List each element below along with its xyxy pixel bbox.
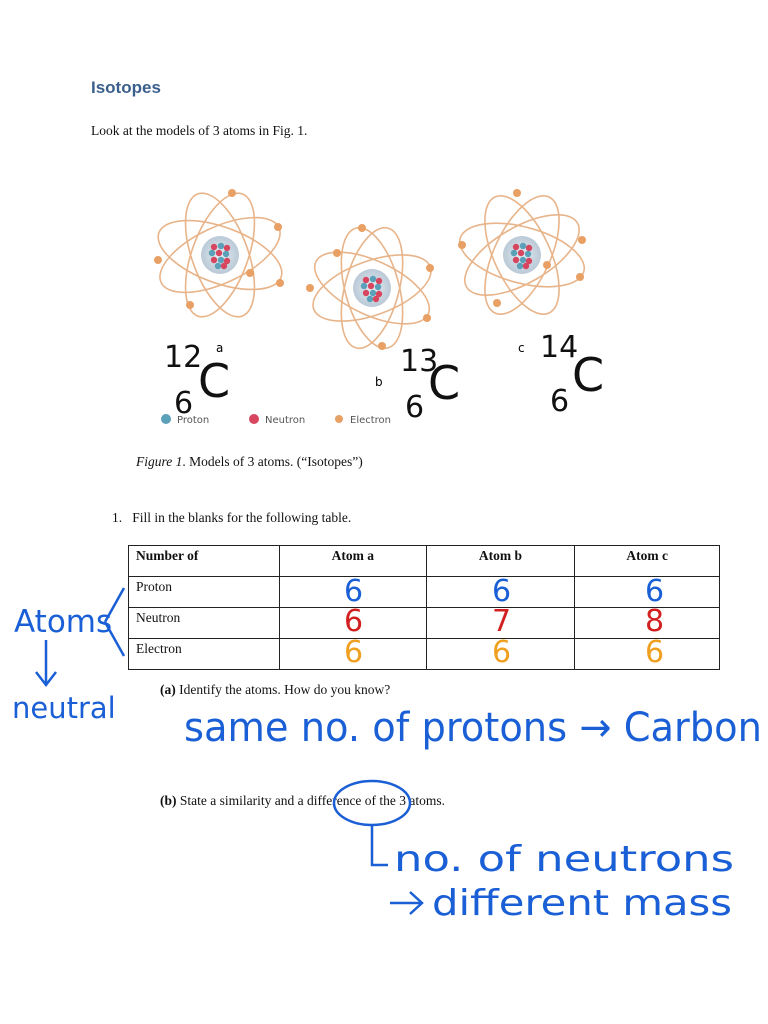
hw-a-mass: 12 [164, 340, 203, 375]
circle-mark [334, 781, 410, 825]
hw-a-number: 6 [174, 386, 194, 420]
hw-c-mass: 14 [540, 330, 579, 365]
label-a: a [216, 341, 224, 355]
handwritten-answer-a [180, 685, 768, 755]
row-label: Proton [129, 577, 280, 608]
handwritten-answer-b [320, 775, 768, 935]
hw-answer-a: same no. of protons → Carbon [184, 705, 762, 751]
down-arrow-icon [36, 640, 56, 685]
hw-proton-a: 6 [344, 574, 364, 609]
hw-a-symbol: C [198, 354, 231, 408]
hw-b-symbol: C [428, 356, 461, 410]
handwritten-side-note [10, 580, 135, 740]
header-atom-a: Atom a [280, 546, 427, 577]
legend-proton: Proton [177, 415, 210, 426]
hw-neutron-b: 7 [492, 604, 512, 639]
hw-b-number: 6 [405, 390, 425, 420]
right-arrow-icon [390, 892, 422, 914]
page-title: Isotopes [91, 78, 161, 97]
legend-electron: Electron [350, 415, 392, 426]
header-atom-c: Atom c [575, 546, 720, 577]
label-b: b [375, 375, 383, 389]
hw-c-symbol: C [572, 348, 605, 402]
atom-a-model [150, 184, 291, 325]
question-b: (b) State a similarity and a difference of the 3 atoms. [160, 793, 446, 808]
label-c: c [518, 341, 525, 355]
hw-neutron-a: 6 [344, 604, 364, 639]
hw-electron-b: 6 [492, 635, 512, 670]
question-1: 1. Fill in the blanks for the following table. [112, 510, 352, 525]
atom-c-model [453, 185, 592, 325]
hw-neutral: neutral [12, 691, 116, 725]
header-number-of: Number of [129, 546, 280, 577]
hw-answer-b-1: no. of neutrons [394, 839, 734, 880]
header-atom-b: Atom b [426, 546, 575, 577]
row-label: Neutron [129, 608, 280, 639]
row-label: Electron [129, 639, 280, 670]
handwritten-isotope-notation [150, 325, 610, 420]
figure-caption: Figure 1. Models of 3 atoms. (“Isotopes”) [136, 454, 363, 469]
hw-b-mass: 13 [400, 344, 439, 379]
hw-electron-c: 6 [645, 635, 665, 670]
hw-atoms: Atoms [14, 604, 113, 640]
hw-proton-b: 6 [492, 574, 512, 609]
intro-text: Look at the models of 3 atoms in Fig. 1. [91, 123, 308, 138]
question-a: (a) Identify the atoms. How do you know? [160, 682, 391, 697]
hw-c-number: 6 [550, 384, 570, 419]
bend-arrow-icon [372, 825, 388, 865]
hw-answer-b-2: different mass [432, 883, 732, 924]
hw-neutron-c: 8 [645, 604, 665, 639]
legend-neutron: Neutron [265, 415, 306, 426]
hw-proton-c: 6 [645, 574, 665, 609]
hw-electron-a: 6 [344, 635, 364, 670]
